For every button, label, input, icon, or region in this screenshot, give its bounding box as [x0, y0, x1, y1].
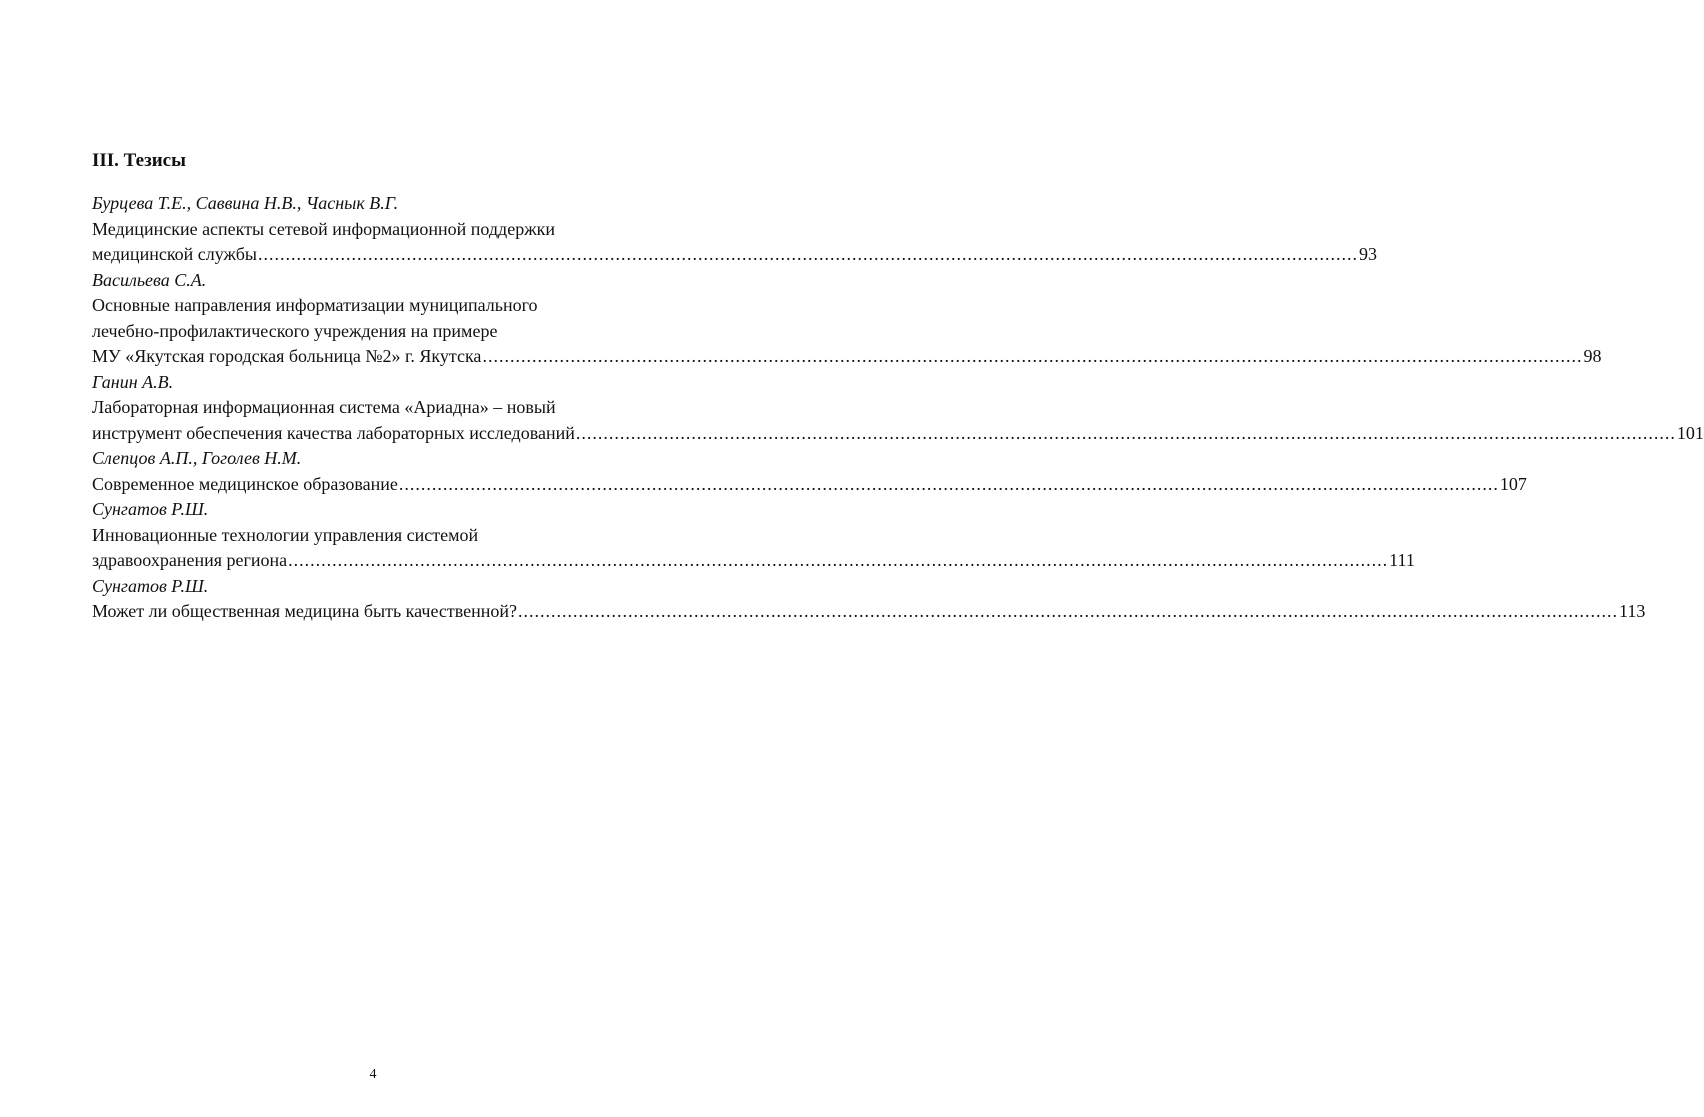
entry-title-last-line — [92, 421, 1704, 447]
toc-entry — [92, 446, 1527, 497]
entry-title-line: лечебно-профилактического учреждения на примере — [92, 320, 498, 341]
dot-leader: ........................................................................................................................................................................................................ — [398, 473, 1499, 494]
entry-title-last-line — [92, 548, 1415, 574]
entry-title-text: инструмент обеспечения качества лабораторных исследований — [92, 422, 575, 443]
entry-title-line: Лабораторная информационная система «Ариадна» – новый — [92, 397, 556, 417]
table-of-contents — [92, 191, 1704, 625]
entry-page-number: 101 — [1676, 422, 1704, 443]
entry-title-last-line — [92, 472, 1527, 498]
toc-entry — [92, 574, 1646, 625]
entry-authors: Сунгатов Р.Ш. — [92, 575, 209, 596]
entry-authors: Слепцов А.П., Гоголев Н.М. — [92, 448, 302, 468]
entry-title-last-line — [92, 599, 1646, 625]
entry-title-text: здравоохранения региона — [92, 550, 288, 570]
entry-page-number: 107 — [1499, 473, 1527, 494]
entry-title-line: Инновационные технологии управления системой — [92, 524, 479, 545]
entry-page-number: 113 — [1619, 601, 1646, 621]
entry-page-number: 111 — [1389, 550, 1415, 570]
toc-entry — [92, 370, 1704, 447]
dot-leader: ........................................................................................................................................................................................................ — [288, 550, 1389, 570]
dot-leader: ........................................................................................................................................................................................................ — [257, 244, 1358, 264]
entry-page-number: 93 — [1358, 244, 1377, 264]
toc-entry — [92, 497, 1415, 574]
entry-title-line: Медицинские аспекты сетевой информационной поддержки — [92, 218, 556, 239]
dot-leader: ........................................................................................................................................................................................................ — [482, 346, 1583, 366]
toc-entry — [92, 268, 1602, 370]
entry-authors: Васильева С.А. — [92, 269, 207, 290]
entry-authors: Бурцева Т.Е., Саввина Н.В., Часнык В.Г. — [92, 193, 399, 213]
entry-title-text: Может ли общественная медицина быть качественной? — [92, 601, 518, 621]
entry-title-text: Современное медицинское образование — [92, 473, 398, 494]
page-number-footer: 4 — [369, 1067, 377, 1082]
dot-leader: ........................................................................................................................................................................................................ — [575, 422, 1676, 443]
entry-title-line: Основные направления информатизации муниципального — [92, 295, 538, 315]
toc-entry — [92, 191, 1377, 268]
entry-title-last-line — [92, 242, 1377, 268]
entry-page-number: 98 — [1583, 346, 1602, 366]
section-title: III. Тезисы — [92, 150, 186, 171]
entry-title-text: МУ «Якутская городская больница №2» г. Якутска — [92, 346, 482, 366]
entry-title-last-line — [92, 344, 1602, 370]
entry-authors: Ганин А.В. — [92, 371, 174, 392]
entry-authors: Сунгатов Р.Ш. — [92, 499, 209, 519]
entry-title-text: медицинской службы — [92, 244, 257, 264]
dot-leader: ........................................................................................................................................................................................................ — [518, 601, 1619, 621]
